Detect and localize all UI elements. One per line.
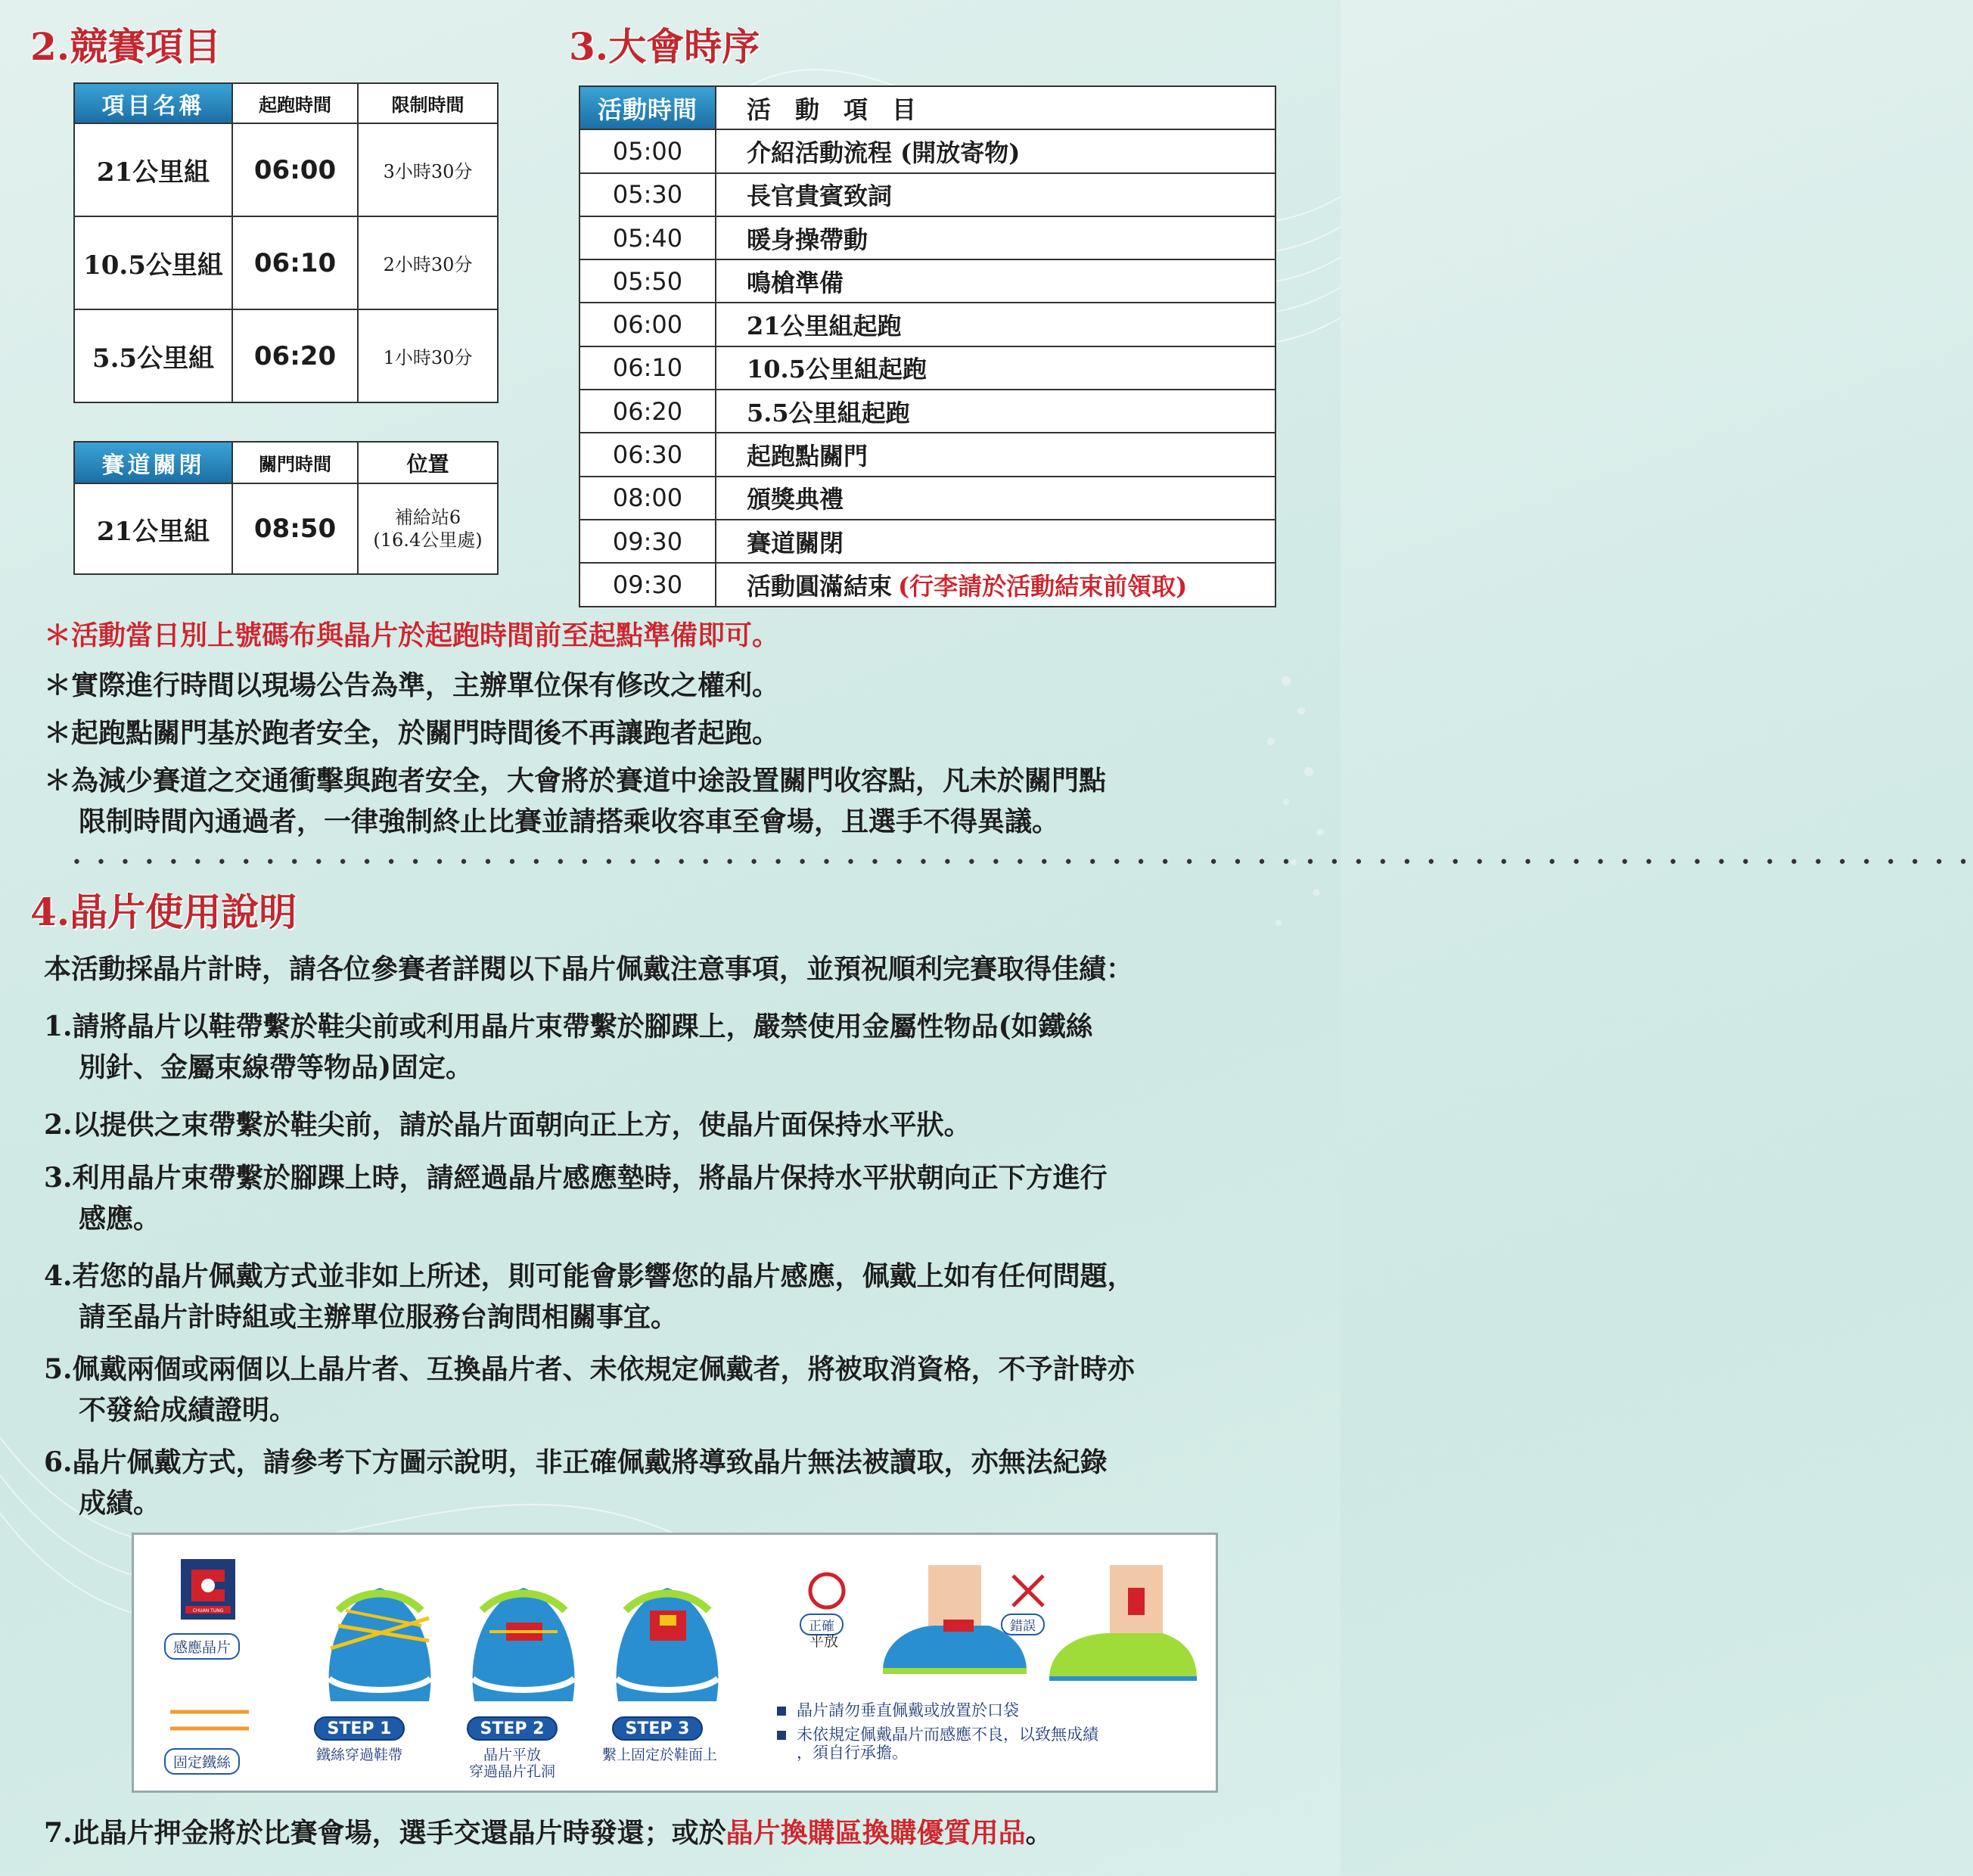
course-close-table [73, 441, 499, 575]
schedule-activity-text: 活動圓滿結束 [747, 571, 893, 601]
race-name: 5.5公里組 [74, 309, 232, 402]
race-time-limit: 2小時30分 [358, 216, 498, 309]
correct-desc: 平放 [809, 1633, 838, 1650]
chip-item-7-suffix: 。 [1025, 1817, 1053, 1849]
chip-item-5 [44, 1349, 1135, 1430]
table-row [74, 483, 498, 574]
table-row [579, 390, 1275, 433]
close-table-header-name: 賽道關閉 [74, 442, 232, 483]
note-4-continued: 限制時間內通過者，一律強制終止比賽並請搭乘收容車至會場，且選手不得異議。 [79, 806, 1060, 837]
table-row [579, 477, 1275, 520]
race-start-time: 06:10 [232, 216, 358, 309]
close-time: 08:50 [232, 483, 358, 574]
table-row [579, 129, 1275, 172]
chip-item-4 [44, 1256, 1135, 1337]
section4-title: 4.晶片使用說明 [30, 890, 297, 934]
schedule-time: 08:00 [579, 477, 716, 520]
correct-label: 正確 [800, 1614, 844, 1635]
schedule-activity-text: 長官貴賓致詞 [747, 182, 893, 211]
race-time-limit: 3小時30分 [358, 123, 498, 216]
chip-item-1-line2: 別針、金屬束線帶等物品)固定。 [79, 1051, 474, 1083]
schedule-activity [716, 346, 1275, 390]
chip-item-3-line2: 感應。 [79, 1203, 161, 1235]
race-name: 21公里組 [74, 123, 232, 216]
schedule-activity-text: 暖身操帶動 [747, 225, 868, 254]
chip-item-6-line2: 成績。 [79, 1487, 161, 1519]
race-table-header-start: 起跑時間 [232, 83, 358, 123]
close-table-header-time: 關門時間 [232, 442, 358, 483]
diagram-bullet-1-text: 晶片請勿垂直佩戴或放置於口袋 [797, 1701, 1019, 1719]
diagram-bullet-1 [777, 1701, 1019, 1719]
table-row [579, 520, 1275, 563]
chip-item-5-line1: 5.佩戴兩個或兩個以上晶片者、互換晶片者、未依規定佩戴者，將被取消資格，不予計時亦 [44, 1353, 1135, 1385]
schedule-activity [716, 129, 1275, 172]
race-name: 10.5公里組 [74, 216, 232, 309]
table-row [74, 123, 498, 216]
table-row [579, 433, 1275, 476]
schedule-activity-text: 介紹活動流程 (開放寄物) [747, 138, 1021, 167]
chip-item-7-prefix: 7.此晶片押金將於比賽會場，選手交還晶片時發還；或於 [44, 1817, 726, 1849]
dotted-divider: • • • • • • • • • • • • • • • • • • • • • • • • • • • • • • • • • • • • • • • • • • • • • • • • • • • • • • • • • • • • • • • • • • • • • • • • • • • • • • • [72, 853, 1973, 872]
shoe-step2-image [459, 1565, 588, 1716]
race-table-header-limit: 限制時間 [358, 83, 498, 123]
table-row [579, 216, 1275, 259]
diagram-bullet-2-line2: ，須自行承擔。 [797, 1744, 908, 1762]
schedule-activity-text: 10.5公里組起跑 [747, 355, 927, 384]
schedule-activity [716, 173, 1275, 216]
table-row [579, 303, 1275, 346]
schedule-activity [716, 216, 1275, 259]
step3-desc: 繫上固定於鞋面上 [601, 1747, 717, 1763]
table-row [579, 563, 1275, 606]
note-2: ＊實際進行時間以現場公告為準，主辦單位保有修改之權利。 [44, 669, 780, 701]
schedule-activity [716, 303, 1275, 346]
schedule-header-activity: 活 動 項 目 [716, 86, 1275, 129]
chip-item-1 [44, 1006, 1093, 1088]
note-3: ＊起跑點關門基於跑者安全，於關門時間後不再讓跑者起跑。 [44, 717, 780, 749]
race-time-limit: 1小時30分 [358, 309, 498, 402]
schedule-activity-text: 賽道關閉 [747, 528, 844, 558]
schedule-activity-text: 21公里組起跑 [747, 312, 902, 341]
diagram-bullet-2 [777, 1725, 1098, 1762]
chip-item-1-line1: 1.請將晶片以鞋帶繫於鞋尖前或利用晶片束帶繫於腳踝上，嚴禁使用金屬性物品(如鐵絲 [44, 1011, 1093, 1042]
schedule-body [579, 129, 1275, 606]
chip-item-4-line1: 4.若您的晶片佩戴方式並非如上所述，則可能會影響您的晶片感應，佩戴上如有任何問題， [44, 1260, 1135, 1292]
table-row [74, 216, 498, 309]
schedule-activity-text: 鳴槍準備 [747, 268, 844, 297]
chip-item-7-highlight: 晶片換購區換購優質用品 [726, 1817, 1026, 1849]
close-location-line2: (16.4公里處) [373, 530, 483, 551]
chip-item-6 [44, 1442, 1108, 1523]
schedule-time: 05:30 [579, 173, 716, 216]
table-row [579, 173, 1275, 216]
race-start-time: 06:00 [232, 123, 358, 216]
close-race-name: 21公里組 [74, 483, 232, 574]
schedule-activity [716, 390, 1275, 433]
chip-diagram [132, 1533, 1218, 1793]
wire-icon [170, 1707, 249, 1733]
step2-desc-line2: 穿過晶片孔洞 [468, 1763, 555, 1780]
schedule-time: 06:30 [579, 433, 716, 476]
schedule-time: 05:00 [579, 129, 716, 172]
step3-pill: STEP 3 [612, 1716, 703, 1741]
close-location [358, 483, 498, 574]
race-start-time: 06:20 [232, 309, 358, 402]
note-4: ＊為減少賽道之交通衝擊與跑者安全，大會將於賽道中途設置關門收容點，凡未於關門點 [44, 765, 1107, 797]
chip-item-2 [44, 1104, 971, 1145]
close-table-header-location: 位置 [358, 442, 498, 483]
schedule-time: 09:30 [579, 563, 716, 606]
schedule-table [579, 85, 1276, 607]
bullet-square-icon [777, 1731, 786, 1740]
wrong-label: 錯誤 [1001, 1614, 1045, 1635]
chip-item-3 [44, 1157, 1108, 1239]
schedule-activity-text: 頒獎典禮 [747, 485, 844, 514]
chip-item-7 [44, 1812, 1053, 1853]
race-table-header-name: 項目名稱 [74, 83, 232, 123]
schedule-time: 06:20 [579, 390, 716, 433]
shoe-step1-image [315, 1565, 444, 1716]
close-location-line1: 補給站6 [394, 507, 461, 528]
chuan-tung-logo [181, 1559, 235, 1620]
step2-desc [448, 1747, 576, 1780]
diagram-bullet-2-text: 未依規定佩戴晶片而感應不良，以致無成績 [797, 1725, 1098, 1744]
table-row [74, 309, 498, 402]
schedule-activity [716, 477, 1275, 520]
schedule-time: 09:30 [579, 520, 716, 563]
schedule-time: 05:40 [579, 216, 716, 259]
shoe-step3-image [603, 1565, 732, 1716]
step1-pill: STEP 1 [314, 1716, 405, 1741]
note-1: ＊活動當日別上號碼布與晶片於起跑時間前至起點準備即可。 [44, 620, 780, 651]
section3-title: 3.大會時序 [569, 24, 760, 69]
step1-desc: 鐵絲穿過鞋帶 [315, 1747, 402, 1763]
schedule-time: 05:50 [579, 259, 716, 303]
schedule-header-time: 活動時間 [579, 86, 716, 129]
schedule-activity [716, 520, 1275, 563]
chip-item-4-line2: 請至晶片計時組或主辦單位服務台詢問相關事宜。 [79, 1301, 679, 1333]
chip-item-6-line1: 6.晶片佩戴方式，請參考下方圖示說明，非正確佩戴將導致晶片無法被讀取，亦無法紀錄 [44, 1446, 1108, 1478]
schedule-activity-text: 5.5公里組起跑 [747, 398, 910, 427]
chip-label: 感應晶片 [164, 1633, 240, 1660]
table-row [579, 259, 1275, 303]
section2-title: 2.競賽項目 [30, 24, 222, 69]
logo-text: CHUAN TUNG [192, 1608, 224, 1614]
schedule-activity-text: 起跑點關門 [747, 442, 868, 471]
schedule-time: 06:10 [579, 346, 716, 390]
race-table [73, 82, 499, 403]
wire-label: 固定鐵絲 [164, 1748, 240, 1775]
schedule-activity [716, 259, 1275, 303]
chip-item-3-line1: 3.利用晶片束帶繫於腳踝上時，請經過晶片感應墊時，將晶片保持水平狀朝向正下方進行 [44, 1162, 1108, 1194]
schedule-activity [716, 433, 1275, 476]
schedule-activity-note: (行李請於活動結束前領取) [898, 571, 1188, 601]
table-row [579, 346, 1275, 390]
chip-intro: 本活動採晶片計時，請各位參賽者詳閱以下晶片佩戴注意事項，並預祝順利完賽取得佳績： [44, 953, 1134, 985]
step2-pill: STEP 2 [467, 1716, 558, 1741]
bullet-square-icon [777, 1707, 786, 1716]
schedule-time: 06:00 [579, 303, 716, 346]
wrong-ankle-image [1034, 1565, 1201, 1686]
chip-item-2-line1: 2.以提供之束帶繫於鞋尖前，請於晶片面朝向正上方，使晶片面保持水平狀。 [44, 1109, 971, 1141]
correct-circle-icon [807, 1571, 847, 1610]
step2-desc-line1: 晶片平放 [483, 1747, 541, 1763]
schedule-activity [716, 563, 1275, 606]
chip-item-5-line2: 不發給成績證明。 [79, 1394, 297, 1426]
